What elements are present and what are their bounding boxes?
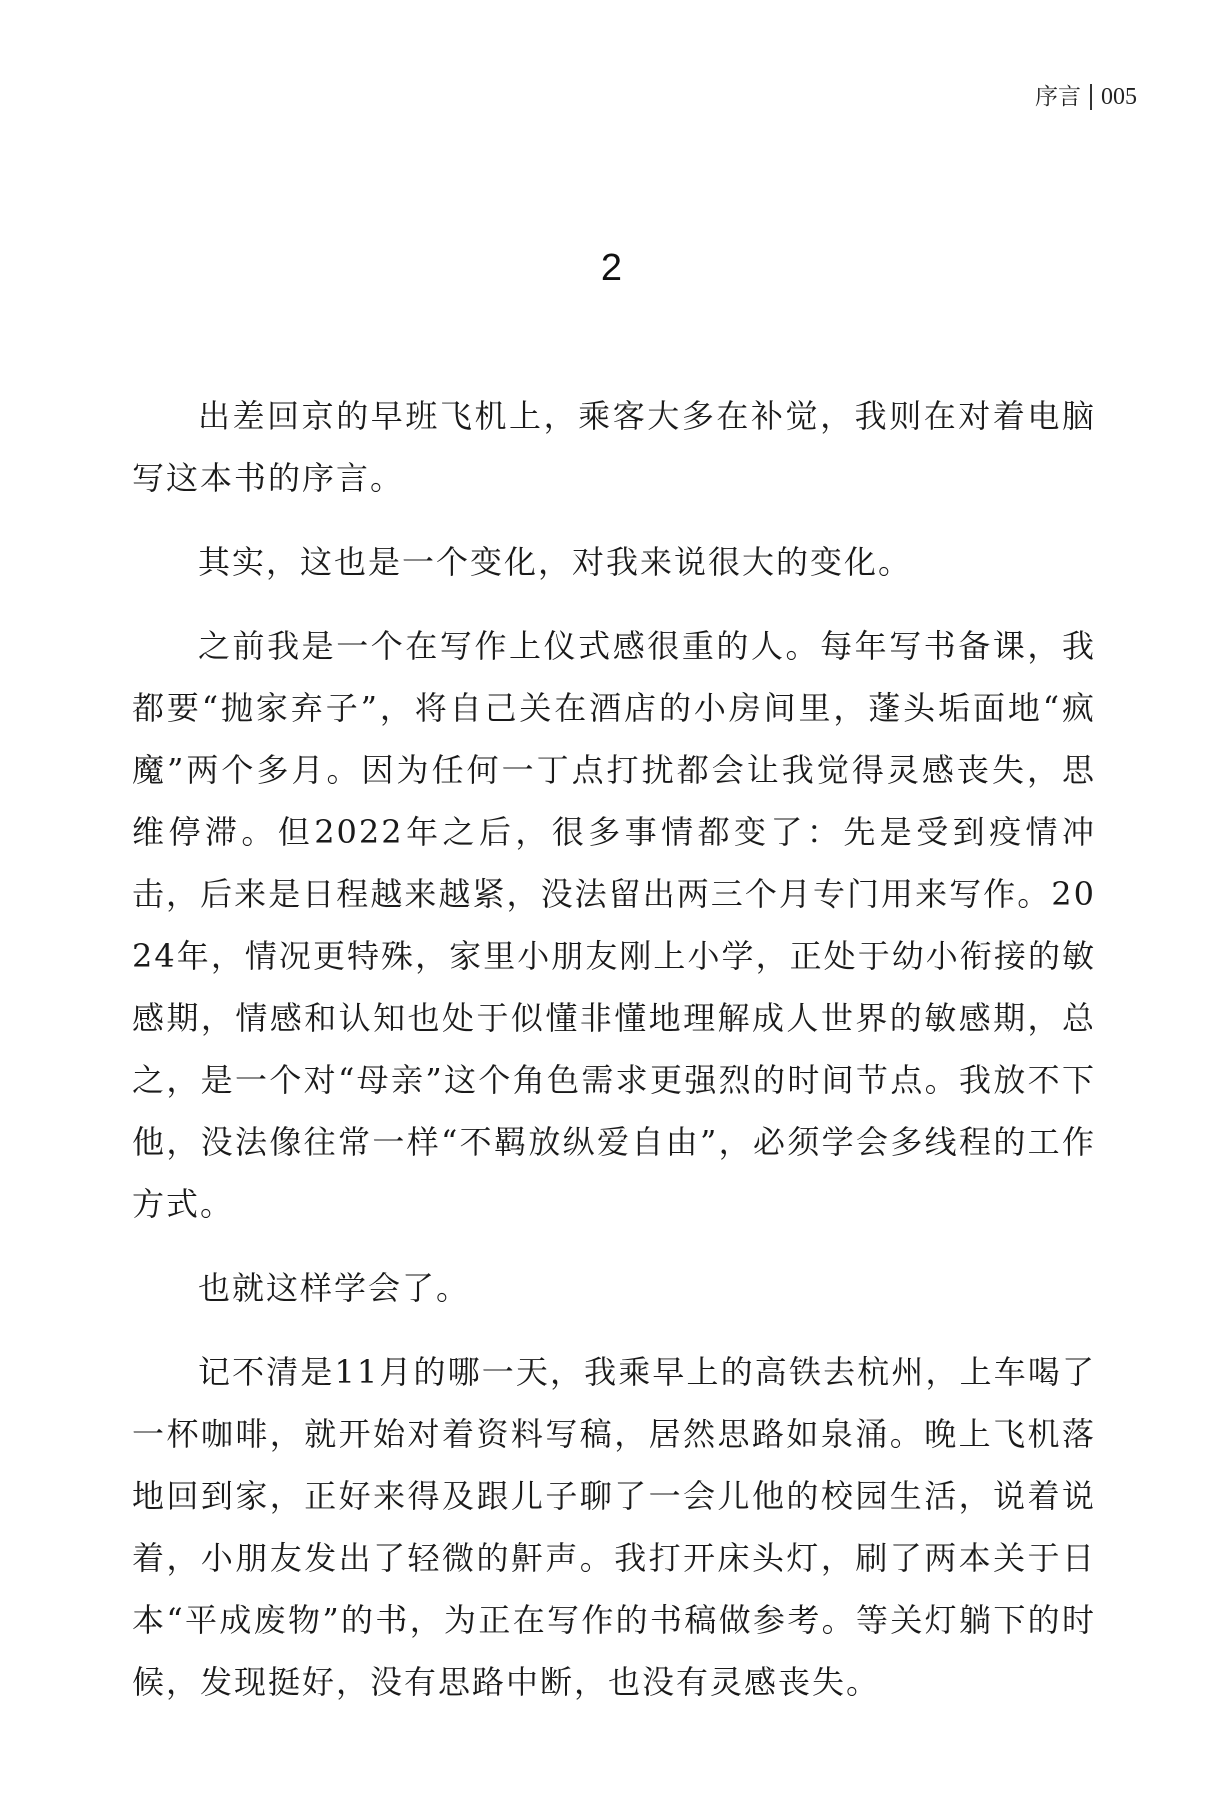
page-number: 005 [1101, 84, 1137, 110]
section-number: 2 [600, 247, 623, 289]
paragraph: 也就这样学会了。 [198, 1269, 471, 1307]
running-head-label: 序言 [1035, 84, 1081, 110]
paragraph: 记不清是11月的哪一天，我乘早上的高铁去杭州，上车喝了一杯咖啡，就开始对着资料写稿，居然思路如泉涌。晚上飞机落地回到家，正好来得及跟儿子聊了一会儿他的校园生活，说着说着，小朋友发出了轻微的鼾声。我打开床头灯，刷了两本关于日本“平成废物”的书，为正在写作的书稿做参考。等关灯躺下的时候，发现挺好，没有思路中断，也没有灵感丧失。 [132, 1353, 1096, 1701]
paragraph: 出差回京的早班飞机上，乘客大多在补觉，我则在对着电脑写这本书的序言。 [132, 397, 1096, 497]
running-head-divider [1090, 84, 1092, 110]
paragraph: 之前我是一个在写作上仪式感很重的人。每年写书备课，我都要“抛家弃子”，将自己关在酒店的小房间里，蓬头垢面地“疯魔”两个多月。因为任何一丁点打扰都会让我觉得灵感丧失，思维停滞。但2022年之后，很多事情都变了：先是受到疫情冲击，后来是日程越来越紧，没法留出两三个月专门用来写作。2024年，情况更特殊，家里小朋友刚上小学，正处于幼小衔接的敏感期，情感和认知也处于似懂非懂地理解成人世界的敏感期，总之，是一个对“母亲”这个角色需求更强烈的时间节点。我放不下他，没法像往常一样“不羁放纵爱自由”，必须学会多线程的工作方式。 [132, 627, 1096, 1223]
running-head [1035, 82, 1137, 112]
paragraph: 其实，这也是一个变化，对我来说很大的变化。 [198, 543, 913, 581]
body-text [132, 385, 1096, 1735]
